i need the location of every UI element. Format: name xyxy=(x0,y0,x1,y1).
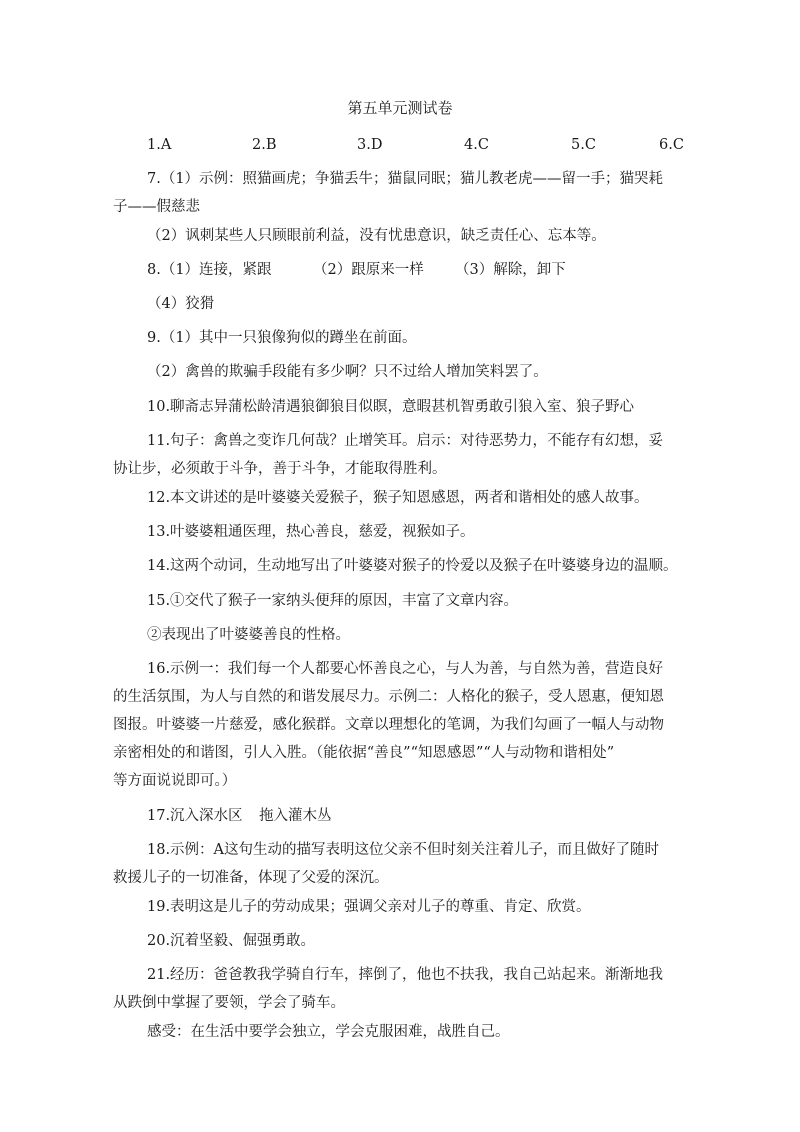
q21-line-1: 21.经历：爸爸教我学骑自行车，摔倒了，他也不扶我，我自己站起来。渐渐地我 xyxy=(147,967,664,983)
mcq-answer-1: 1.A xyxy=(147,137,172,153)
q11-line-1: 11.句子：禽兽之变诈几何哉？止增笑耳。启示：对待恶势力，不能存有幻想，妥 xyxy=(147,433,664,449)
q8-part-3: （3）解除，卸下 xyxy=(455,262,566,278)
q16-line-1: 16.示例一：我们每一个人都要心怀善良之心，与人为善，与自然为善，营造良好 xyxy=(147,661,664,677)
q21-line-2: 从跌倒中掌握了要领，学会了骑车。 xyxy=(113,995,345,1011)
q17-part-2: 拖入灌木丛 xyxy=(259,808,332,824)
q21-line-3: 感受：在生活中要学会独立，学会克服困难，战胜自己。 xyxy=(147,1024,510,1040)
q17-part-1: 17.沉入深水区 xyxy=(147,808,243,824)
mcq-answer-2: 2.B xyxy=(252,137,277,153)
question-7 xyxy=(113,165,683,221)
question-10 xyxy=(113,393,683,421)
q16-line-5: 等方面说说即可。） xyxy=(113,773,237,789)
question-11 xyxy=(113,427,683,483)
question-21-reflection xyxy=(113,1018,683,1046)
q16-line-4: 亲密相处的和谐图，引人入胜。（能依据“善良”“知恩感恩”“人与动物和谐相处” xyxy=(113,745,615,761)
question-13 xyxy=(113,518,683,546)
q19-text: 19.表明这是儿子的劳动成果；强调父亲对儿子的尊重、肯定、欣赏。 xyxy=(147,899,591,915)
q14-text: 14.这两个动词，生动地写出了叶婆婆对猴子的怜爱以及猴子在叶婆婆身边的温顺。 xyxy=(147,558,678,574)
q8-part-2: （2）跟原来一样 xyxy=(313,262,424,278)
q16-line-3: 图报。叶婆婆一片慈爱，感化猴群。文章以理想化的笔调，为我们勾画了一幅人与动物 xyxy=(113,717,664,733)
q18-line-1: 18.示例：A这句生动的描写表明这位父亲不但时刻关注着儿子，而且做好了随时 xyxy=(147,842,660,858)
mcq-answers xyxy=(113,131,683,159)
question-7-part-2 xyxy=(113,222,683,250)
q11-line-2: 协让步，必须敢于斗争，善于斗争，才能取得胜利。 xyxy=(113,461,447,477)
q15-line-1: 15.①交代了猴子一家纳头便拜的原因，丰富了文章内容。 xyxy=(147,593,519,609)
question-21 xyxy=(113,961,683,1017)
question-14 xyxy=(113,552,683,580)
q10-text: 10.聊斋志异蒲松龄清遇狼御狼目似瞑，意暇甚机智勇敢引狼入室、狼子野心 xyxy=(147,399,635,415)
q8-part-1: 8.（1）连接，紧跟 xyxy=(147,262,272,278)
q7-line-2: 子——假慈悲 xyxy=(113,199,200,215)
q9-line-2: （2）禽兽的欺骗手段能有多少啊？只不过给人增加笑料罢了。 xyxy=(147,364,548,380)
q18-line-2: 救援儿子的一切准备，体现了父爱的深沉。 xyxy=(113,870,389,886)
mcq-answer-3: 3.D xyxy=(357,137,383,153)
q13-text: 13.叶婆婆粗通医理，热心善良，慈爱，视猴如子。 xyxy=(147,524,475,540)
q7-part-2: （2）讽刺某些人只顾眼前利益，没有忧患意识，缺乏责任心、忘本等。 xyxy=(147,228,606,244)
question-9-part-2 xyxy=(113,358,683,386)
question-9 xyxy=(113,324,683,352)
q9-line-1: 9.（1）其中一只狼像狗似的蹲坐在前面。 xyxy=(147,330,417,346)
q8-part-4: （4）狡猾 xyxy=(147,296,215,312)
question-15 xyxy=(113,587,683,615)
mcq-answer-6: 6.C xyxy=(659,137,684,153)
question-15-part-2 xyxy=(113,621,683,649)
q20-text: 20.沉着坚毅、倔强勇敢。 xyxy=(147,933,316,949)
q16-line-2: 的生活氛围，为人与自然的和谐发展尽力。示例二：人格化的猴子，受人恩惠，便知恩 xyxy=(113,689,664,705)
question-17 xyxy=(113,802,683,830)
question-12 xyxy=(113,484,683,512)
q15-line-2: ②表现出了叶婆婆善良的性格。 xyxy=(147,627,350,643)
question-16 xyxy=(113,655,683,795)
q12-text: 12.本文讲述的是叶婆婆关爱猴子，猴子知恩感恩，两者和谐相处的感人故事。 xyxy=(147,490,649,506)
mcq-answer-5: 5.C xyxy=(571,137,596,153)
page-title: 第五单元测试卷 xyxy=(347,99,453,117)
question-8 xyxy=(113,256,683,284)
mcq-answer-4: 4.C xyxy=(464,137,489,153)
question-20 xyxy=(113,927,683,955)
question-19 xyxy=(113,893,683,921)
question-8-part-4 xyxy=(113,290,683,318)
q7-line-1: 7.（1）示例：照猫画虎；争猫丢牛；猫鼠同眠；猫儿教老虎——留一手；猫哭耗 xyxy=(147,171,664,187)
question-18 xyxy=(113,836,683,892)
